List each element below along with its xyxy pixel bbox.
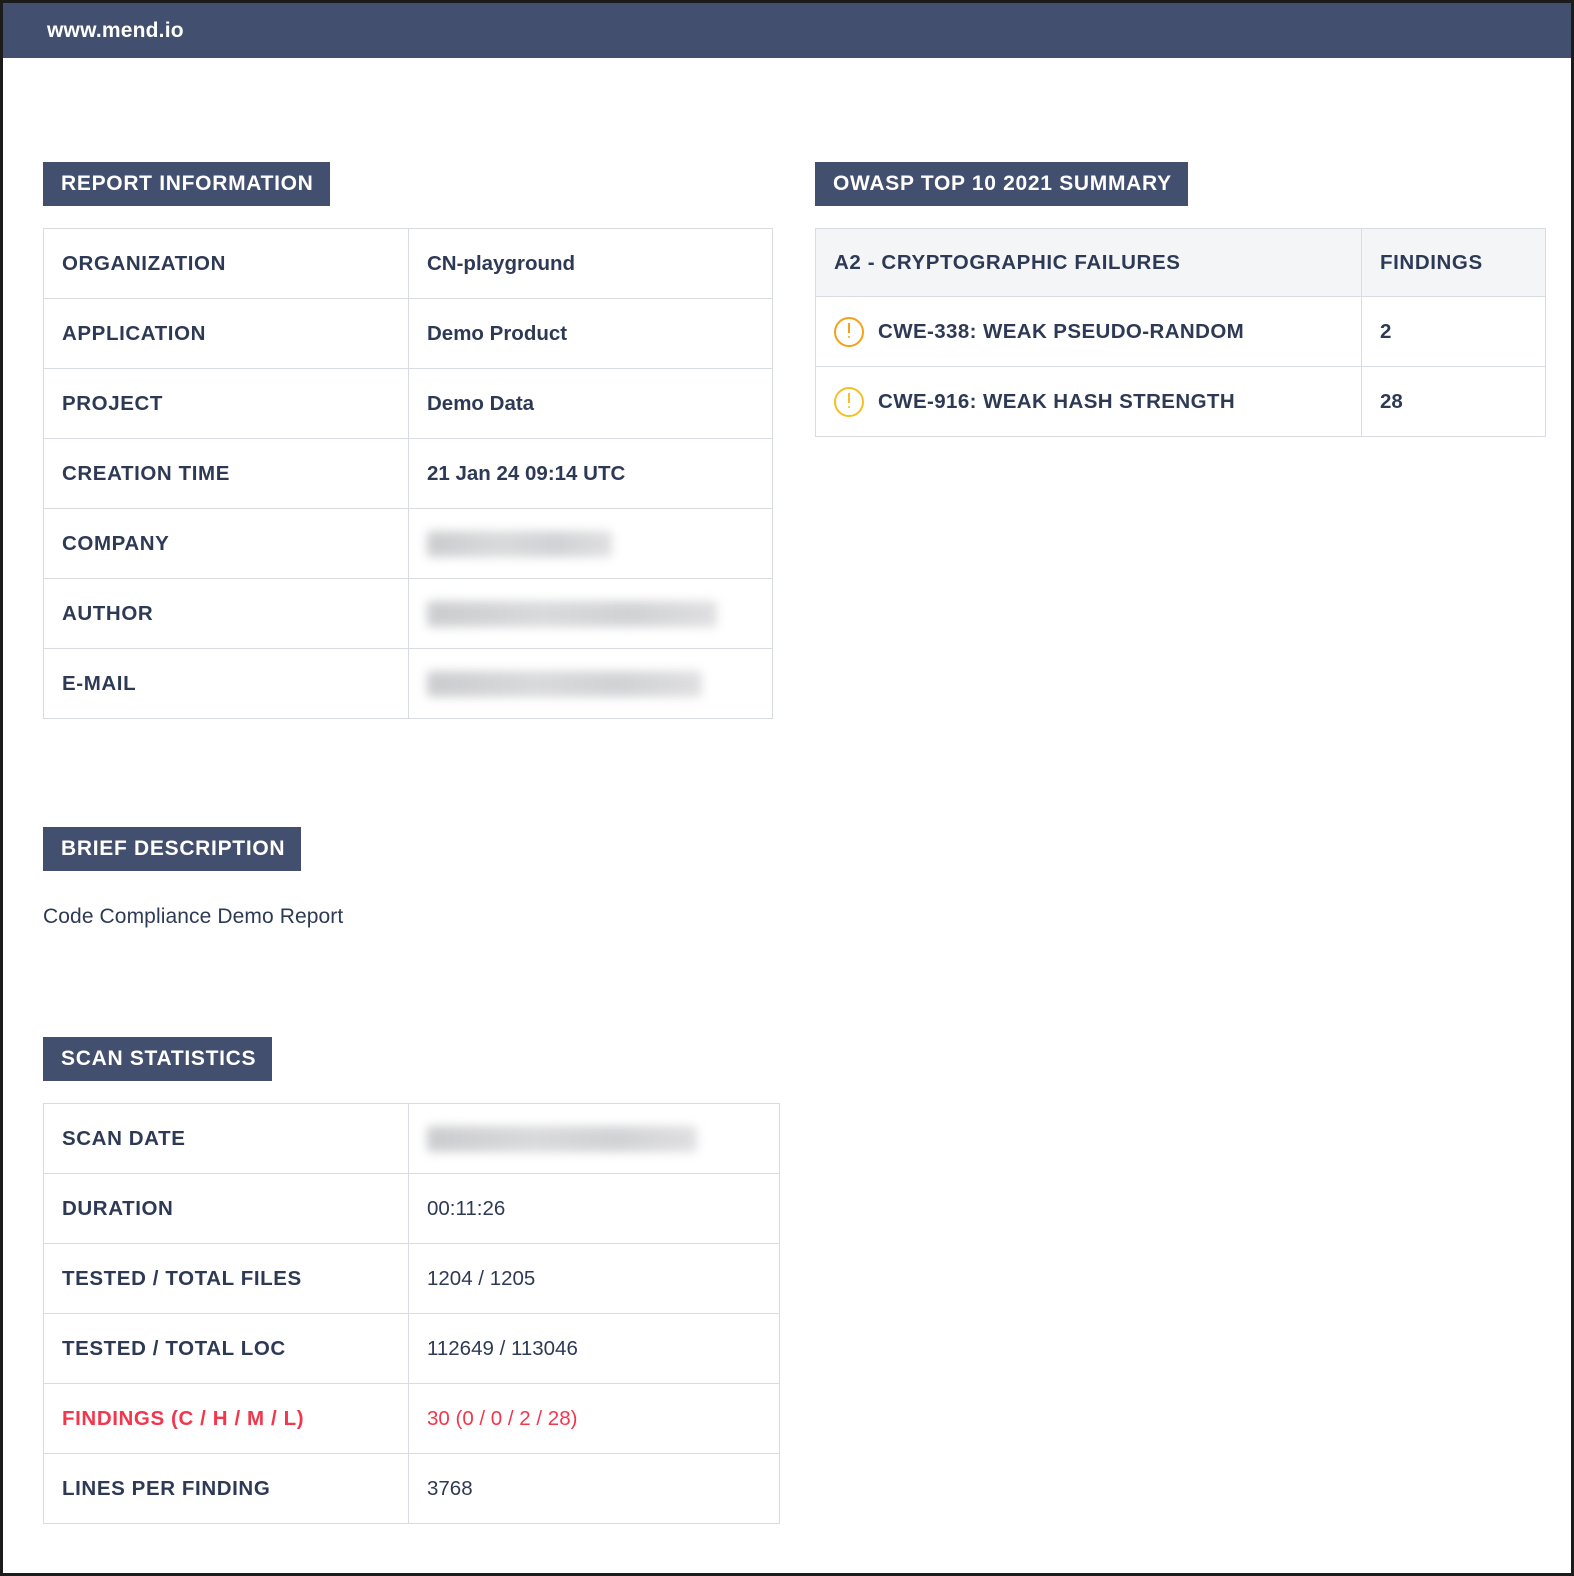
report-information-title: REPORT INFORMATION [43,162,330,206]
row-key: FINDINGS (C / H / M / L) [44,1384,409,1454]
scan-statistics-title: SCAN STATISTICS [43,1037,272,1081]
row-key: SCAN DATE [44,1104,409,1174]
table-row [44,439,773,509]
row-key: APPLICATION [44,299,409,369]
row-value: CN-playground [409,229,773,299]
brief-description-text: Code Compliance Demo Report [43,905,344,928]
row-value: 1204 / 1205 [409,1244,780,1314]
cwe-label: CWE-916: WEAK HASH STRENGTH [878,389,1236,413]
brief-description-block [43,827,1531,929]
cwe-label: CWE-338: WEAK PSEUDO-RANDOM [878,319,1245,343]
table-row [44,1314,780,1384]
row-value: Demo Data [409,369,773,439]
row-key: LINES PER FINDING [44,1454,409,1524]
scan-statistics-block [43,1037,1531,1524]
site-url: www.mend.io [47,18,184,42]
table-row [44,369,773,439]
report-information-block [43,162,773,719]
row-key: COMPANY [44,509,409,579]
row-key: CREATION TIME [44,439,409,509]
row-value: 21 Jan 24 09:14 UTC [409,439,773,509]
table-row [44,1454,780,1524]
table-row [816,297,1546,367]
table-row [44,229,773,299]
cwe-cell [816,367,1362,437]
findings-count: 28 [1362,367,1546,437]
row-key: E-MAIL [44,649,409,719]
table-header-row [816,229,1546,297]
table-row [44,1104,780,1174]
warning-icon [834,387,864,417]
redacted-blur [427,601,717,627]
owasp-summary-table [815,228,1546,437]
row-value: 3768 [409,1454,780,1524]
report-information-table [43,228,773,719]
row-key: PROJECT [44,369,409,439]
table-row [44,1244,780,1314]
redacted-blur [427,531,612,557]
warning-icon [834,317,864,347]
column-header-findings: FINDINGS [1362,229,1546,297]
row-value-redacted [409,649,773,719]
row-key: TESTED / TOTAL LOC [44,1314,409,1384]
table-row [44,579,773,649]
redacted-blur [427,1126,697,1152]
top-columns [43,162,1531,719]
cwe-cell [816,297,1362,367]
findings-count: 2 [1362,297,1546,367]
row-value-redacted [409,509,773,579]
row-value: 30 (0 / 0 / 2 / 28) [409,1384,780,1454]
table-row [44,1174,780,1244]
row-key: ORGANIZATION [44,229,409,299]
row-value: Demo Product [409,299,773,369]
top-url-bar [3,3,1571,58]
row-value-redacted [409,1104,780,1174]
row-key: TESTED / TOTAL FILES [44,1244,409,1314]
table-row [44,649,773,719]
table-row [44,509,773,579]
redacted-blur [427,671,702,697]
scan-statistics-table [43,1103,780,1524]
row-key: AUTHOR [44,579,409,649]
table-row [816,367,1546,437]
table-row [44,299,773,369]
row-key: DURATION [44,1174,409,1244]
row-value: 00:11:26 [409,1174,780,1244]
report-content [3,162,1571,1524]
row-value-redacted [409,579,773,649]
table-row-findings [44,1384,780,1454]
owasp-summary-block [815,162,1545,437]
brief-description-title: BRIEF DESCRIPTION [43,827,301,871]
owasp-summary-title: OWASP TOP 10 2021 SUMMARY [815,162,1188,206]
row-value: 112649 / 113046 [409,1314,780,1384]
column-header-category: A2 - CRYPTOGRAPHIC FAILURES [816,229,1362,297]
